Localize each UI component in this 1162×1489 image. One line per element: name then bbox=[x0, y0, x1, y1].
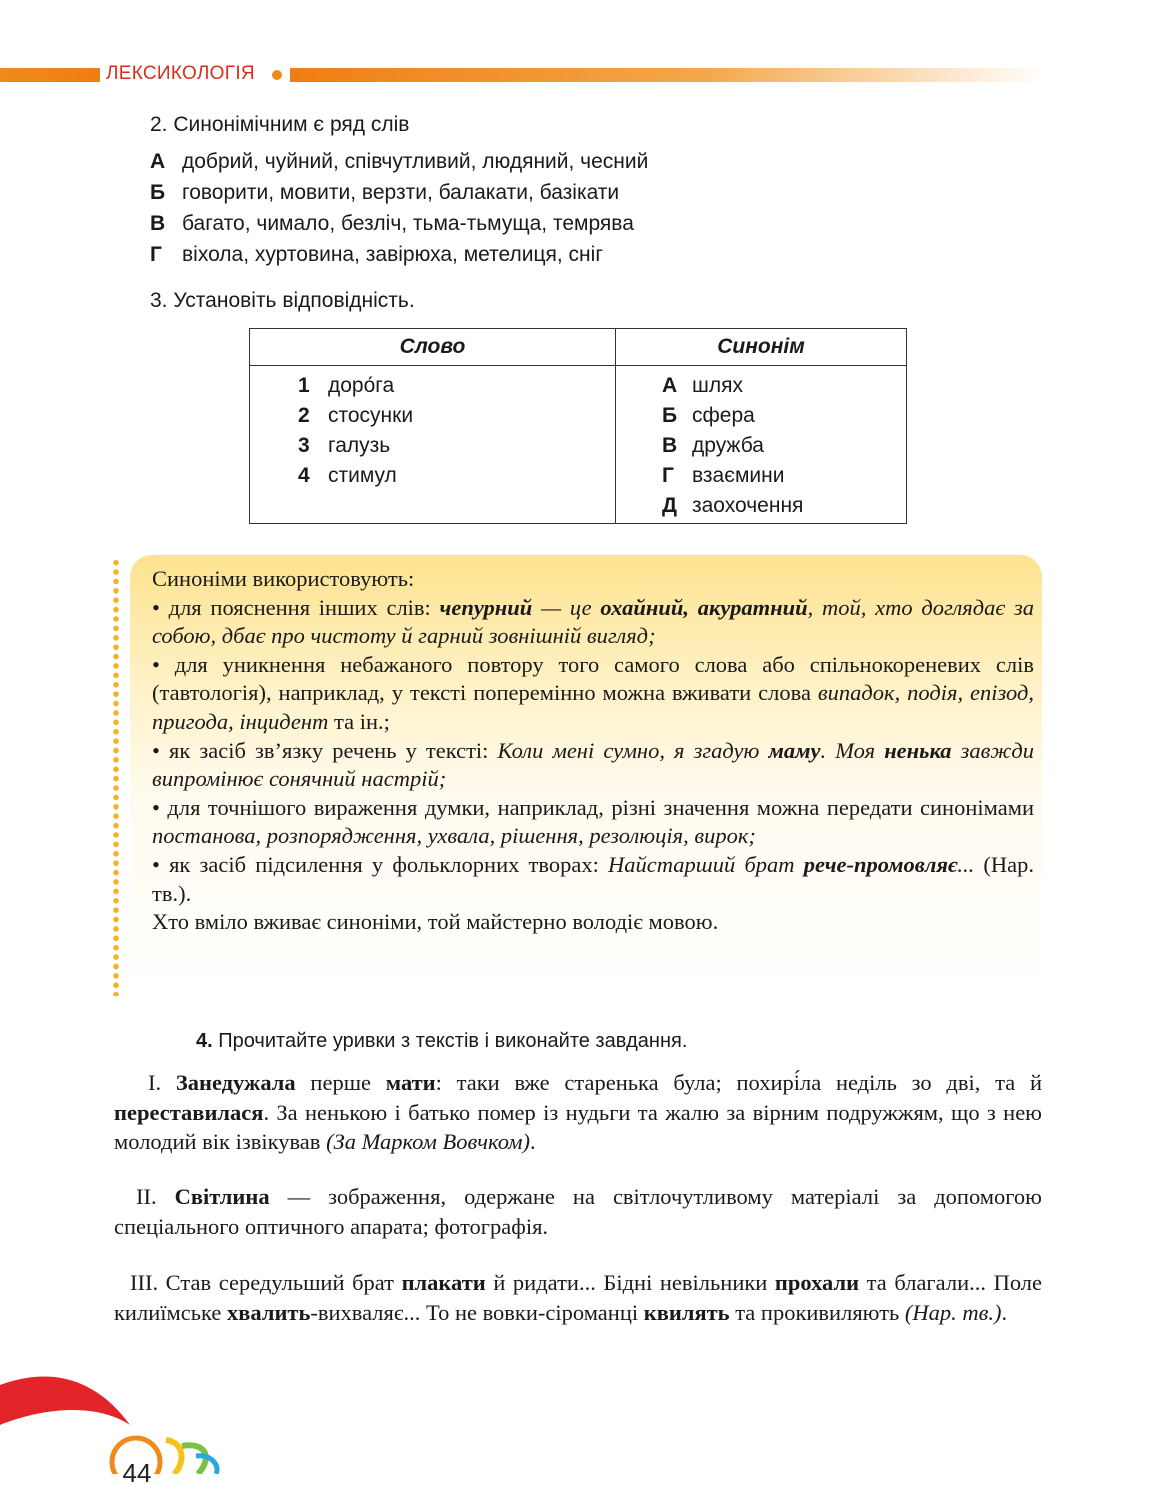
rule-bullet-1 bbox=[152, 594, 1034, 651]
matching-table bbox=[249, 328, 907, 524]
text-run: ненька bbox=[884, 737, 952, 763]
synonym-text: шлях bbox=[692, 374, 743, 397]
word-number: 3 bbox=[298, 434, 310, 457]
word-text: стимул bbox=[328, 464, 397, 487]
text-run: та ін.; bbox=[328, 708, 390, 734]
synonym-item bbox=[662, 402, 905, 432]
text-run: Коли мені сумно, я згадую bbox=[497, 737, 769, 763]
synonym-letter: Д bbox=[662, 494, 677, 517]
text-run: • для пояснення інших слів: bbox=[152, 594, 440, 620]
rule-bullet-4 bbox=[152, 794, 1034, 851]
text-run: Занедужала bbox=[175, 1070, 296, 1095]
word-text: галузь bbox=[328, 434, 391, 457]
text-run: мати bbox=[385, 1070, 436, 1095]
synonym-text: сфера bbox=[692, 404, 755, 427]
text-run: — це bbox=[532, 594, 601, 620]
text-run: прохали bbox=[774, 1270, 860, 1295]
text-run: охайний, акуратний bbox=[600, 594, 808, 620]
text-run: , той, хто доглядає за собою, дбає про чистоту й гарний зовнішній вигляд; bbox=[152, 594, 1034, 649]
dotted-margin-line bbox=[112, 558, 120, 996]
synonym-text: заохочення bbox=[692, 494, 804, 517]
text-run: постанова, розпорядження, ухвала, рішення, резолюція, вирок; bbox=[152, 823, 756, 849]
rule-text bbox=[152, 565, 1034, 937]
page-number: 44 bbox=[122, 1458, 152, 1488]
synonym-letter: В bbox=[662, 434, 678, 457]
text-run: перше bbox=[295, 1070, 386, 1095]
synonym-text: дружба bbox=[692, 434, 764, 457]
text-run: маму bbox=[768, 737, 821, 763]
synonym-letter: Г bbox=[662, 464, 674, 487]
column-header-word: Слово bbox=[250, 329, 616, 366]
text-run: • як засіб підсилення у фольклорних творах: bbox=[152, 851, 609, 877]
rule-bullet-2 bbox=[152, 651, 1034, 737]
rule-outro: Хто вміло вживає синоніми, той майстерно володіє мовою. bbox=[152, 909, 719, 935]
excerpt-3 bbox=[114, 1268, 1042, 1327]
option-letter: Г bbox=[150, 243, 162, 266]
text-run: переставилася bbox=[114, 1099, 264, 1125]
text-run: . Моя bbox=[820, 737, 885, 763]
text-run: Світлина bbox=[174, 1184, 270, 1209]
option-letter: А bbox=[150, 150, 166, 173]
option-letter: В bbox=[150, 212, 166, 235]
q2-title: 2. Синонімічним є ряд слів bbox=[150, 113, 410, 136]
text-run: й ридати... Бідні невільники bbox=[485, 1270, 775, 1295]
synonym-item bbox=[662, 462, 905, 492]
q3-title: 3. Установіть відповідність. bbox=[150, 289, 415, 312]
option-text: говорити, мовити, верзти, балакати, базікати bbox=[182, 181, 620, 204]
text-run: Найстарший брат bbox=[608, 851, 804, 877]
option-letter: Б bbox=[150, 181, 166, 204]
text-run: чепурний bbox=[439, 594, 533, 620]
rule-bullet-5 bbox=[152, 851, 1034, 908]
option-text: віхола, хуртовина, завірюха, метелиця, сніг bbox=[182, 243, 603, 266]
text-run: . За ненькою і батько помер із нудьги та жалю за вірним подружжям, що з нею молодий вік ізвікував bbox=[114, 1099, 1042, 1154]
text-run: — зображення, одержане на світлочутливому матеріалі за допомогою спеціального оптичного апарата; фотографія. bbox=[114, 1184, 1042, 1239]
text-run: • для точнішого вираження думки, наприклад, різні значення можна передати синонімами bbox=[152, 794, 1034, 820]
q4-number: 4. bbox=[196, 1030, 213, 1052]
text-run: ... bbox=[957, 851, 975, 877]
section-title: ЛЕКСИКОЛОГІЯ bbox=[106, 63, 255, 84]
option-text: багато, чимало, безліч, тьма-тьмуща, темрява bbox=[182, 212, 634, 235]
text-run: завжди випромінює сонячний настрій; bbox=[152, 737, 1034, 792]
synonym-letter: А bbox=[662, 374, 678, 397]
word-text: стосунки bbox=[328, 404, 414, 427]
synonym-item bbox=[662, 492, 905, 522]
text-run: : таки вже старенька була; похирі́ла неділь зо дві, та й bbox=[435, 1070, 1042, 1095]
q4-text: Прочитайте уривки з текстів і виконайте завдання. bbox=[212, 1030, 688, 1052]
q2-option-g bbox=[150, 243, 603, 267]
text-run: • для уникнення небажаного повтору того самого слова або спільнокореневих слів (тавтологія), наприклад, у тексті поперемінно можна вживати слова bbox=[152, 651, 1034, 706]
text-run: випадок, подія, епізод, пригода, інцидент bbox=[152, 680, 1034, 734]
q4-title bbox=[196, 1030, 687, 1053]
column-header-synonym: Синонім bbox=[616, 329, 907, 366]
synonym-item bbox=[662, 432, 905, 462]
text-run: -вихваляє... То не вовки-сіроманці bbox=[310, 1299, 644, 1325]
header-bar-right bbox=[290, 68, 1045, 82]
word-text: доро́га bbox=[328, 374, 395, 397]
text-run: рече-промовляє bbox=[803, 851, 958, 877]
word-item bbox=[298, 462, 614, 492]
synonym-item bbox=[662, 372, 905, 402]
word-item bbox=[298, 372, 614, 402]
text-run: III. Став середульший брат bbox=[130, 1270, 402, 1295]
text-run: (Нар. тв.) bbox=[904, 1299, 1002, 1325]
text-run: • як засіб зв’язку речень у тексті: bbox=[152, 737, 498, 763]
text-run: хвалить bbox=[226, 1299, 311, 1325]
synonyms-cell bbox=[616, 366, 907, 524]
q2-option-a bbox=[150, 150, 648, 174]
text-run: . bbox=[1001, 1299, 1008, 1325]
text-run: (За Марком Вовчком) bbox=[326, 1129, 530, 1154]
header-dot bbox=[272, 70, 282, 80]
word-item bbox=[298, 402, 614, 432]
text-run: (Нар. тв.). bbox=[152, 851, 1034, 906]
text-run: та прокивиляють bbox=[729, 1299, 905, 1325]
q2-option-b bbox=[150, 181, 619, 205]
synonym-text: взаємини bbox=[692, 464, 785, 487]
word-item bbox=[298, 432, 614, 462]
word-number: 2 bbox=[298, 404, 310, 427]
text-run: плакати bbox=[401, 1270, 486, 1295]
text-run: та благали... Поле килиїмське bbox=[114, 1270, 1042, 1325]
word-number: 1 bbox=[298, 374, 310, 397]
text-run: . bbox=[529, 1129, 536, 1154]
rule-bullet-3 bbox=[152, 737, 1034, 794]
header-bar-left bbox=[0, 68, 100, 82]
text-run: I. bbox=[148, 1070, 176, 1095]
synonym-letter: Б bbox=[662, 404, 678, 427]
option-text: добрий, чуйний, співчутливий, людяний, чесний bbox=[182, 150, 649, 173]
text-run: II. bbox=[136, 1184, 175, 1209]
text-run: квилять bbox=[643, 1299, 730, 1325]
excerpt-1 bbox=[114, 1068, 1042, 1157]
rule-intro: Синоніми використовують: bbox=[152, 566, 415, 591]
word-number: 4 bbox=[298, 464, 310, 487]
words-cell bbox=[250, 366, 616, 524]
q2-option-v bbox=[150, 212, 634, 236]
excerpt-2 bbox=[114, 1182, 1042, 1241]
